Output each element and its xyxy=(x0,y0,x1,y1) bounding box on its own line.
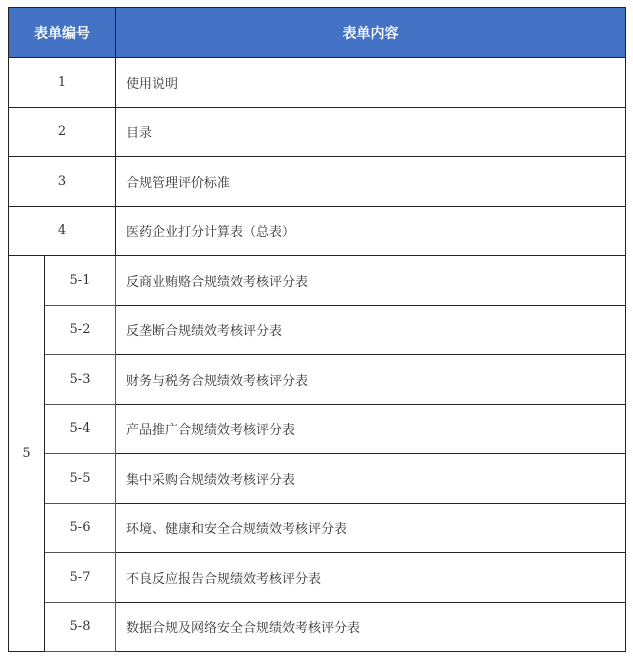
sub-number: 5-2 xyxy=(45,305,116,355)
row-number: 3 xyxy=(9,157,116,207)
sub-number: 5-5 xyxy=(45,454,116,504)
table-row xyxy=(9,503,626,553)
row-content: 不良反应报告合规绩效考核评分表 xyxy=(116,553,626,603)
table-row xyxy=(9,404,626,454)
row-content: 目录 xyxy=(116,107,626,157)
table-row xyxy=(9,602,626,652)
header-number: 表单编号 xyxy=(9,8,116,58)
header-content: 表单内容 xyxy=(116,8,626,58)
table-row xyxy=(9,305,626,355)
row-content: 合规管理评价标准 xyxy=(116,157,626,207)
sub-number: 5-4 xyxy=(45,404,116,454)
row-content: 使用说明 xyxy=(116,58,626,108)
row-content: 集中采购合规绩效考核评分表 xyxy=(116,454,626,504)
group-number: 5 xyxy=(9,256,45,652)
table-row xyxy=(9,107,626,157)
table-row xyxy=(9,157,626,207)
sub-number: 5-3 xyxy=(45,355,116,405)
table-row xyxy=(9,58,626,108)
row-number: 1 xyxy=(9,58,116,108)
row-number: 4 xyxy=(9,206,116,256)
sub-number: 5-6 xyxy=(45,503,116,553)
row-content: 环境、健康和安全合规绩效考核评分表 xyxy=(116,503,626,553)
row-content: 反垄断合规绩效考核评分表 xyxy=(116,305,626,355)
table-row xyxy=(9,553,626,603)
row-content: 数据合规及网络安全合规绩效考核评分表 xyxy=(116,602,626,652)
row-content: 产品推广合规绩效考核评分表 xyxy=(116,404,626,454)
table-row xyxy=(9,206,626,256)
row-content: 财务与税务合规绩效考核评分表 xyxy=(116,355,626,405)
table-row xyxy=(9,355,626,405)
table-row xyxy=(9,256,626,306)
form-index-table xyxy=(8,7,626,652)
row-content: 医药企业打分计算表（总表） xyxy=(116,206,626,256)
sub-number: 5-8 xyxy=(45,602,116,652)
row-number: 2 xyxy=(9,107,116,157)
table-row xyxy=(9,454,626,504)
sub-number: 5-1 xyxy=(45,256,116,306)
header-row xyxy=(9,8,626,58)
sub-number: 5-7 xyxy=(45,553,116,603)
row-content: 反商业贿赂合规绩效考核评分表 xyxy=(116,256,626,306)
